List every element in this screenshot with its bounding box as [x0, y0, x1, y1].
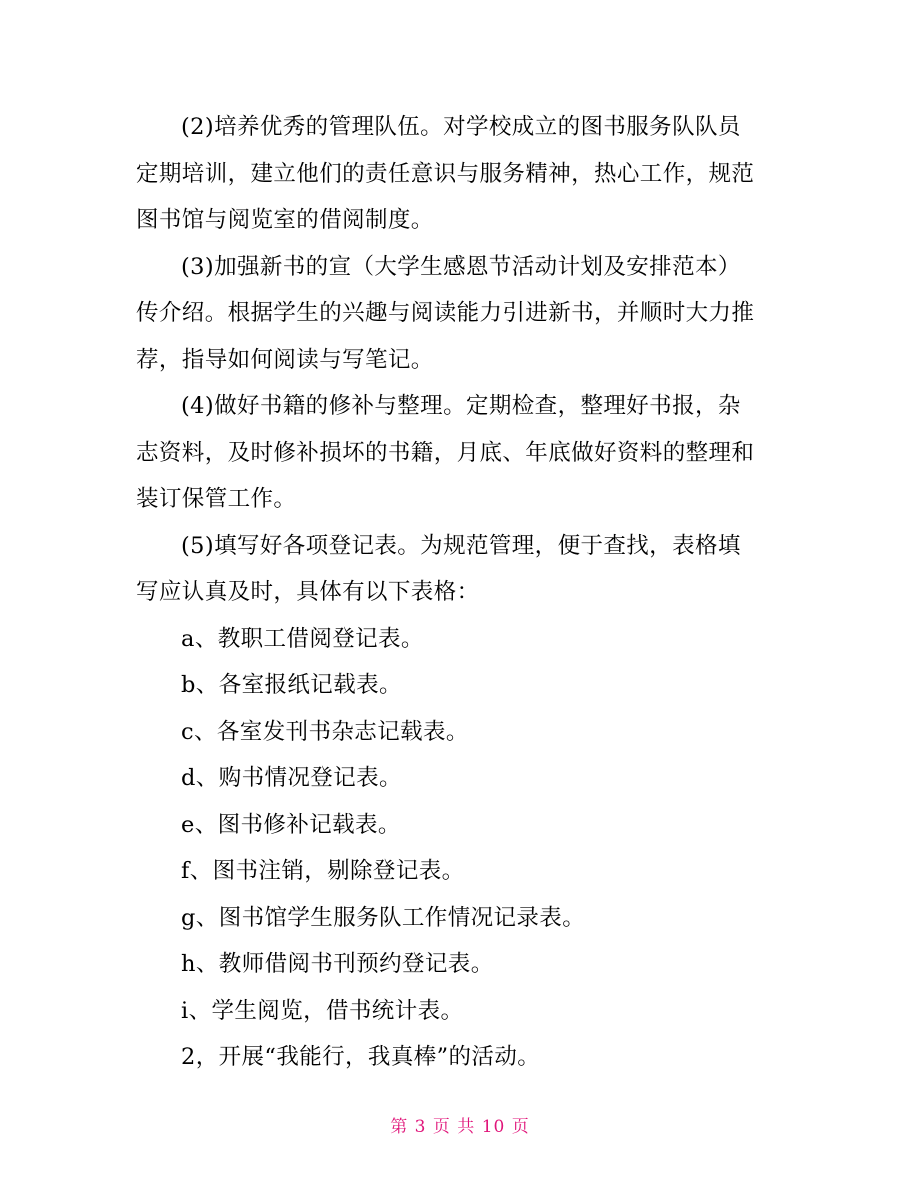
list-item: b、各室报纸记载表。 — [181, 672, 402, 698]
list-item: a、教职工借阅登记表。 — [181, 625, 424, 652]
paragraph-line: 定期培训，建立他们的责任意识与服务精神，热心工作，规范 — [136, 160, 755, 187]
paragraph-2 — [136, 104, 786, 244]
page-number-footer: 第 3 页 共 10 页 — [390, 1117, 530, 1137]
paragraph-line: 荐，指导如何阅读与写笔记。 — [136, 346, 434, 373]
form-list — [136, 616, 786, 1081]
document-body — [136, 104, 786, 1081]
list-item: h、教师借阅书刊预约登记表。 — [181, 951, 494, 977]
list-item: c、各室发刊书杂志记载表。 — [181, 718, 469, 745]
paragraph-line: 写应认真及时，具体有以下表格： — [136, 579, 480, 605]
paragraph-3 — [136, 244, 786, 384]
list-item: e、图书修补记载表。 — [181, 811, 401, 838]
paragraph-4 — [136, 383, 786, 523]
list-item: d、购书情况登记表。 — [181, 765, 402, 791]
paragraph-line: 志资料，及时修补损坏的书籍，月底、年底做好资料的整理和 — [136, 439, 755, 466]
paragraph-line: (4)做好书籍的修补与整理。定期检查，整理好书报，杂 — [181, 393, 741, 419]
paragraph-line: (5)填写好各项登记表。为规范管理，便于查找，表格填 — [181, 532, 741, 559]
list-item: 2，开展“我能行，我真棒”的活动。 — [181, 1044, 541, 1070]
paragraph-line: 图书馆与阅览室的借阅制度。 — [136, 207, 434, 233]
paragraph-line: (2)培养优秀的管理队伍。对学校成立的图书服务队队员 — [181, 114, 741, 140]
list-item: g、图书馆学生服务队工作情况记录表。 — [181, 904, 586, 931]
list-item: i、学生阅览，借书统计表。 — [181, 997, 464, 1024]
list-item: f、图书注销，剔除登记表。 — [181, 858, 465, 884]
paragraph-5 — [136, 523, 786, 616]
paragraph-line: 装订保管工作。 — [136, 486, 297, 512]
paragraph-line: 传介绍。根据学生的兴趣与阅读能力引进新书，并顺时大力推 — [136, 300, 755, 326]
paragraph-line: (3)加强新书的宣（大学生感恩节活动计划及安排范本） — [181, 253, 741, 280]
